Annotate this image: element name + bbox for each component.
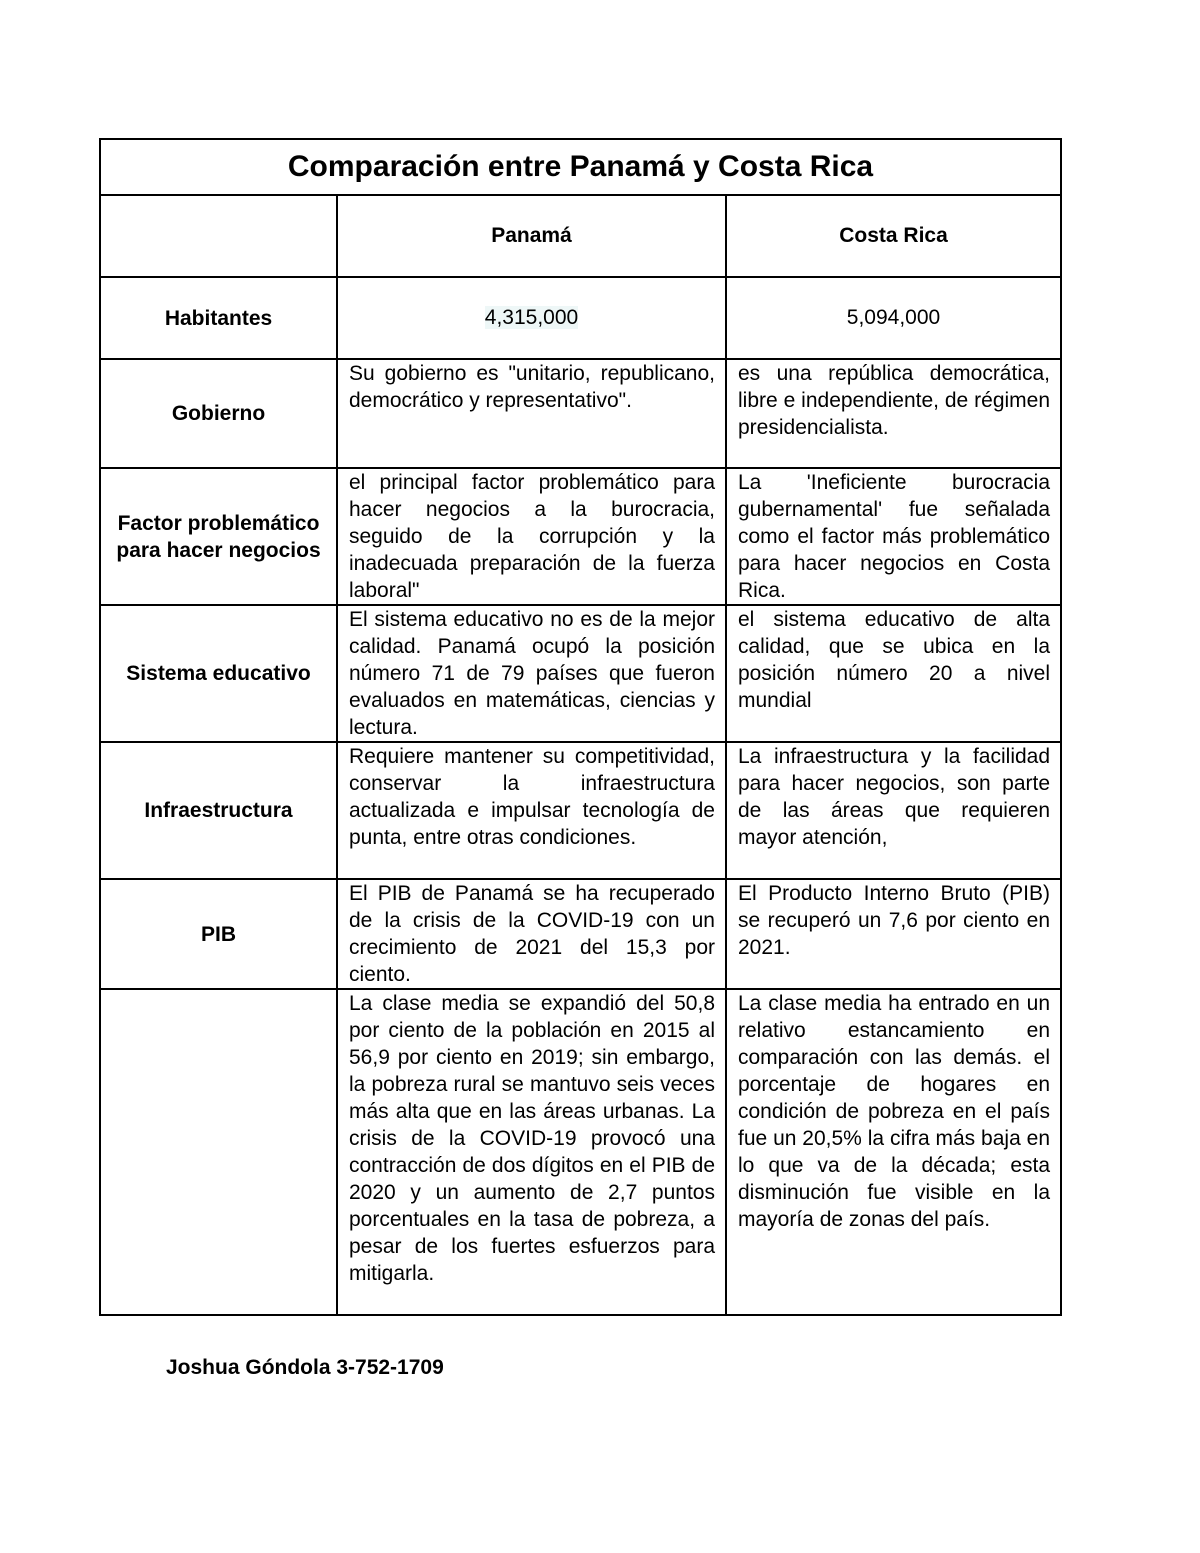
- author-signature: Joshua Góndola 3-752-1709: [166, 1356, 444, 1379]
- title-row: [100, 139, 1061, 195]
- panama-cell: El PIB de Panamá se ha recuperado de la crisis de la COVID-19 con un crecimiento de 2021 del 15,3 por ciento.: [337, 879, 726, 989]
- costa-rica-cell: La clase media ha entrado en un relativo estancamiento en comparación con las demás. el porcentaje de hogares en condición de pobreza en el país fue un 20,5% la cifra más baja en lo que va de la década; esta disminución fue visible en la mayoría de zonas del país.: [726, 989, 1061, 1315]
- panama-value: 4,315,000: [484, 306, 579, 329]
- table-title: Comparación entre Panamá y Costa Rica: [100, 139, 1061, 195]
- panama-cell: [337, 277, 726, 359]
- header-empty-cell: [100, 195, 337, 277]
- costa-rica-cell: 5,094,000: [726, 277, 1061, 359]
- table-row: [100, 277, 1061, 359]
- table-row: [100, 989, 1061, 1315]
- row-label: Infraestructura: [100, 742, 337, 879]
- header-panama: Panamá: [337, 195, 726, 277]
- panama-cell: La clase media se expandió del 50,8 por ciento de la población en 2015 al 56,9 por ciento en 2019; sin embargo, la pobreza rural se mantuvo seis veces más alta que en las áreas urbanas. La crisis de la COVID-19 provocó una contracción de dos dígitos en el PIB de 2020 y un aumento de 2,7 puntos porcentuales en la tasa de pobreza, a pesar de los fuertes esfuerzos para mitigarla.: [337, 989, 726, 1315]
- row-label: Sistema educativo: [100, 605, 337, 742]
- row-label: [100, 989, 337, 1315]
- panama-cell: el principal factor problemático para hacer negocios a la burocracia, seguido de la corrupción y la inadecuada preparación de la fuerza laboral": [337, 468, 726, 605]
- panama-cell: El sistema educativo no es de la mejor calidad. Panamá ocupó la posición número 71 de 79 países que fueron evaluados en matemáticas, ciencias y lectura.: [337, 605, 726, 742]
- row-label: Habitantes: [100, 277, 337, 359]
- costa-rica-cell: el sistema educativo de alta calidad, que se ubica en la posición número 20 a nivel mundial: [726, 605, 1061, 742]
- table-row: [100, 359, 1061, 468]
- panama-cell: Su gobierno es "unitario, republicano, democrático y representativo".: [337, 359, 726, 468]
- costa-rica-cell: La 'Ineficiente burocracia gubernamental' fue señalada como el factor más problemático para hacer negocios en Costa Rica.: [726, 468, 1061, 605]
- table-row: [100, 879, 1061, 989]
- costa-rica-cell: La infraestructura y la facilidad para hacer negocios, son parte de las áreas que requieren mayor atención,: [726, 742, 1061, 879]
- row-label: PIB: [100, 879, 337, 989]
- row-label: Factor problemático para hacer negocios: [100, 468, 337, 605]
- costa-rica-cell: El Producto Interno Bruto (PIB) se recuperó un 7,6 por ciento en 2021.: [726, 879, 1061, 989]
- panama-cell: Requiere mantener su competitividad, conservar la infraestructura actualizada e impulsar tecnología de punta, entre otras condiciones.: [337, 742, 726, 879]
- table-row: [100, 742, 1061, 879]
- comparison-table: [99, 138, 1062, 1316]
- header-row: [100, 195, 1061, 277]
- table-row: [100, 468, 1061, 605]
- row-label: Gobierno: [100, 359, 337, 468]
- header-costa-rica: Costa Rica: [726, 195, 1061, 277]
- table-row: [100, 605, 1061, 742]
- costa-rica-cell: es una república democrática, libre e independiente, de régimen presidencialista.: [726, 359, 1061, 468]
